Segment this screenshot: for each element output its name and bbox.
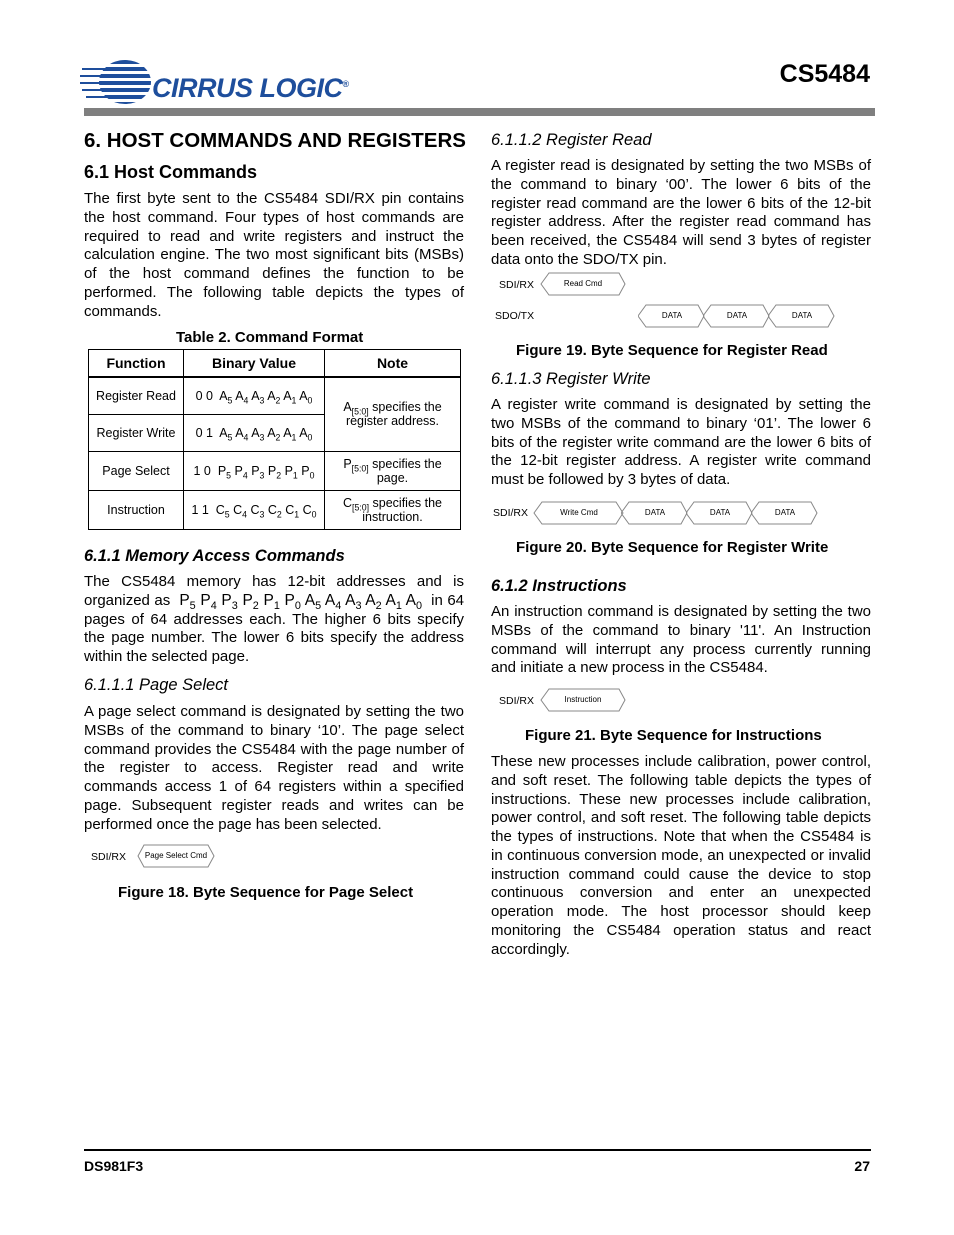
page-select-title: 6.1.1.1 Page Select: [84, 676, 229, 694]
command-format-table: [88, 349, 461, 530]
fig21-instruction-byte: Instruction: [537, 688, 629, 712]
memory-address-bits: $P_5$ $P_4$ $P_3$ $P_2$ $P_1$ $P_0$ $A_5$ $A_4$ $A_3$ $A_2$ $A_1$ $A_0$: [179, 591, 423, 612]
fig20-data-byte-2: DATA: [686, 501, 754, 525]
cell-binary: 0 1 $A_5$ $A_4$ $A_3$ $A_2$ $A_1$ $A_0$: [184, 414, 325, 451]
cell-function: Page Select: [89, 451, 184, 490]
fig20-caption: Figure 20. Byte Sequence for Register Write: [516, 539, 829, 556]
fig19-sdo-label: SDO/TX: [495, 310, 535, 322]
logo-swoosh-icon: [80, 55, 155, 110]
table-title: Table 2. Command Format: [176, 329, 364, 346]
fig20-data-byte-1: DATA: [621, 501, 689, 525]
instructions-text: An instruction command is designated by setting the two MSBs of the command to binary '11'. An Instruction command will interrupt any process currently running and initiate a new process in the CS5484.: [491, 603, 871, 677]
cell-note: $C_{[5:0]}$ specifies the instruction.: [325, 490, 461, 529]
fig20-write-cmd-byte: Write Cmd: [532, 501, 626, 525]
header-rule: [84, 108, 875, 116]
fig19-data-byte-1: DATA: [638, 304, 706, 328]
register-read-text: A register read is designated by setting the two MSBs of the command to binary ‘00’. The lower 6 bits of the register read command are the lower 6 bits of the 12-bit register address. After the register read command has been received, the CS5484 will send 3 bytes of register data onto the SDO/TX pin.: [491, 157, 871, 268]
register-read-title: 6.1.1.2 Register Read: [491, 131, 652, 149]
footer-rule: [84, 1149, 871, 1151]
page-select-text: A page select command is designated by setting the two MSBs of the command to binary ‘10’. The page select command provides the CS5484 with the page number of the register to access. Register read and write commands access 1 of 64 registers within a specified page. Subsequent register reads and writes can be performed once the page has been selected.: [84, 703, 464, 833]
fig19-read-cmd-byte: Read Cmd: [537, 272, 629, 296]
instructions-closing-text: These new processes include calibration, power control, and soft reset. The following table depicts the types of instructions. These new processes include calibration, power control, and soft reset. The following table depicts the types of instructions. Note that when the CS5484 is in continuous conversion mode, an unexpected or invalid instruction command could cause the device to stop continuous conversion and enter an unexpected operation mode. The host processor should keep monitoring the CS5484 operation status and react accordingly.: [491, 753, 871, 958]
cell-binary: 1 1 $C_5$ $C_4$ $C_3$ $C_2$ $C_1$ $C_0$: [184, 490, 325, 529]
instructions-title: 6.1.2 Instructions: [491, 577, 627, 595]
host-commands-intro: The first byte sent to the CS5484 SDI/RX pin contains the host command. Four types of host commands are required to read and write registers and instruct the calculation engine. The two most significant bits (MSBs) of the host command defines the function to be performed. The following table depicts the types of commands.: [84, 190, 464, 320]
fig19-sdi-label: SDI/RX: [499, 279, 535, 291]
register-write-text: A register write command is designated by setting the two MSBs of the command to binary ‘01’. The lower 6 bits of the register write command are the lower 6 bits of the 12-bit register address. A register write command must be followed by 3 bytes of data.: [491, 396, 871, 488]
fig21-pin-label: SDI/RX: [499, 695, 535, 707]
fig20-pin-label: SDI/RX: [493, 507, 529, 519]
col-function-header: Function: [89, 350, 184, 378]
cell-note: $A_{[5:0]}$ specifies the register address.: [325, 377, 461, 451]
fig19-caption: Figure 19. Byte Sequence for Register Read: [516, 342, 828, 359]
fig18-pin-label: SDI/RX: [91, 851, 127, 863]
section-title: 6. HOST COMMANDS AND REGISTERS: [84, 129, 466, 152]
cell-function: Register Read: [89, 377, 184, 414]
fig19-data-byte-3: DATA: [768, 304, 836, 328]
document-id: DS981F3: [84, 1158, 144, 1174]
registered-mark: ®: [342, 79, 349, 89]
fig21-caption: Figure 21. Byte Sequence for Instructions: [525, 727, 822, 744]
table-row: [89, 490, 461, 529]
chip-name: CS5484: [779, 60, 870, 88]
subsection-title: 6.1 Host Commands: [84, 162, 258, 182]
memory-access-title: 6.1.1 Memory Access Commands: [84, 547, 345, 565]
cell-note: $P_{[5:0]}$ specifies the page.: [325, 451, 461, 490]
table-row: [89, 451, 461, 490]
cell-function: Register Write: [89, 414, 184, 451]
table-header-row: [89, 350, 461, 378]
fig18-page-select-byte: Page Select Cmd: [132, 844, 220, 868]
fig19-data-byte-2: DATA: [703, 304, 771, 328]
register-write-title: 6.1.1.3 Register Write: [491, 370, 651, 388]
cell-binary: 1 0 $P_5$ $P_4$ $P_3$ $P_2$ $P_1$ $P_0$: [184, 451, 325, 490]
logo-wordmark: CIRRUS LOGIC: [152, 73, 343, 103]
memory-access-text: The CS5484 memory has 12-bit addresses and is organized as $P_5$ $P_4$ $P_3$ $P_2$ $P_1$ $P_0$ $A_5$ $A_4$ $A_3$ $A_2$ $A_1$ $A_0$ in 64 pages of 64 addresses each. The higher 6 bits specify the page number. The lower 6 bits specify the address within the selected page.: [84, 573, 465, 665]
cell-binary: 0 0 $A_5$ $A_4$ $A_3$ $A_2$ $A_1$ $A_0$: [184, 377, 325, 414]
col-note-header: Note: [325, 350, 461, 378]
cell-function: Instruction: [89, 490, 184, 529]
cirrus-logic-logo: [80, 55, 349, 110]
page-number: 27: [854, 1158, 870, 1174]
fig20-data-byte-3: DATA: [751, 501, 819, 525]
col-binary-header: Binary Value: [184, 350, 325, 378]
table-row: [89, 377, 461, 414]
fig18-caption: Figure 18. Byte Sequence for Page Select: [118, 884, 414, 901]
